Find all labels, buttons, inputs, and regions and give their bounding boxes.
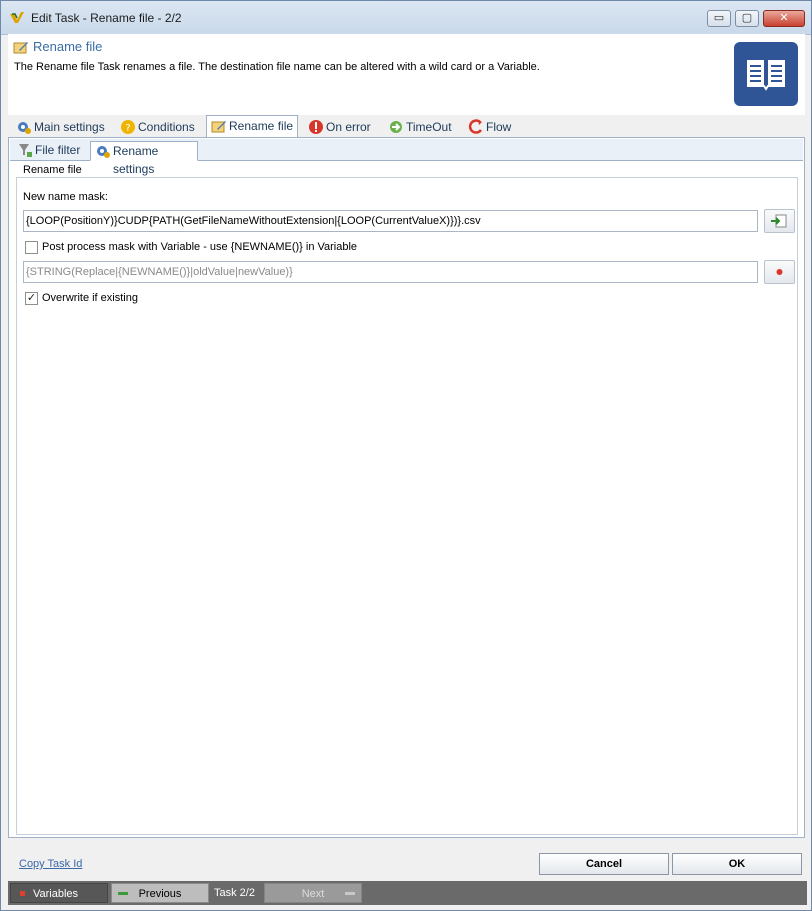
tab-rename-file[interactable]: [206, 115, 298, 138]
next-button[interactable]: [264, 883, 362, 903]
tab-conditions[interactable]: [116, 117, 204, 137]
next-label: Next: [301, 888, 325, 900]
svg-text:?: ?: [125, 123, 131, 134]
group-title: Rename file: [23, 164, 82, 176]
post-process-label: Post process mask with Variable - use {NEWNAME()} in Variable: [42, 241, 358, 253]
timeout-icon: [388, 119, 404, 135]
close-button[interactable]: [763, 10, 805, 27]
maximize-button[interactable]: [735, 10, 759, 27]
variables-red-dot-icon: [20, 891, 25, 896]
red-dot-icon: [765, 261, 794, 283]
overwrite-checkbox[interactable]: ✓: [26, 292, 37, 304]
title-bar: [1, 1, 811, 35]
question-icon: [120, 119, 136, 135]
tab-label: Conditions: [138, 120, 195, 134]
gear-icon: [16, 119, 32, 135]
close-icon: ✕: [779, 12, 789, 24]
tab-label: Flow: [486, 120, 512, 134]
window-title: Edit Task - Rename file - 2/2: [31, 11, 182, 25]
rename-pencil-icon: [13, 39, 29, 55]
minimize-button[interactable]: [707, 10, 731, 27]
previous-button[interactable]: [111, 883, 209, 903]
post-process-checkbox[interactable]: [25, 241, 38, 254]
pencil-icon: [211, 118, 227, 134]
variables-button[interactable]: [10, 883, 108, 903]
tab-label: Rename file: [229, 119, 294, 133]
new-name-mask-input[interactable]: {LOOP(PositionY)}CUDP{PATH(GetFileNameWithoutExtension|{LOOP(CurrentValueX)})}.csv: [23, 210, 758, 232]
minimize-icon: ▭: [713, 12, 725, 24]
post-process-variable-input[interactable]: {STRING(Replace|{NEWNAME()}|oldValue|newValue)}: [23, 261, 758, 283]
insert-variable-button[interactable]: [764, 209, 795, 233]
tab-on-error[interactable]: [304, 117, 378, 137]
task-header: [8, 34, 805, 115]
flow-icon: [468, 119, 484, 135]
tab-main-settings[interactable]: [12, 117, 114, 137]
book-icon: [734, 42, 798, 106]
tab-content: [8, 137, 805, 838]
new-name-mask-label: New name mask:: [23, 191, 108, 203]
main-tabs: [8, 115, 805, 137]
error-icon: [308, 119, 324, 135]
settings-icon: [95, 143, 111, 159]
next-arrow-icon: [345, 892, 355, 895]
copy-task-id-link[interactable]: Copy Task Id: [19, 858, 83, 870]
cancel-button[interactable]: Cancel: [539, 853, 669, 875]
app-logo-icon: [9, 10, 25, 26]
previous-label: Previous: [138, 888, 182, 900]
task-navigation-bar: [8, 881, 807, 905]
subtab-label: File filter: [35, 143, 81, 157]
task-title: Rename file: [33, 39, 103, 54]
tab-label: On error: [326, 120, 371, 134]
overwrite-label: Overwrite if existing: [42, 292, 138, 304]
tab-timeout[interactable]: [384, 117, 462, 137]
maximize-icon: ▢: [741, 12, 753, 24]
insert-arrow-icon: [765, 210, 794, 232]
subtab-rename-settings[interactable]: [90, 141, 198, 176]
tab-label: Main settings: [34, 120, 105, 134]
tab-label: TimeOut: [406, 120, 452, 134]
task-position: Task 2/2: [214, 887, 255, 899]
ok-button[interactable]: OK: [672, 853, 802, 875]
variables-label: Variables: [33, 888, 79, 900]
tab-flow[interactable]: [464, 117, 524, 137]
post-process-variable-button[interactable]: [764, 260, 795, 284]
task-description: The Rename file Task renames a file. The destination file name can be altered with a wild card or a Variable.: [14, 61, 540, 73]
subtab-file-filter[interactable]: [13, 141, 85, 160]
subtab-label: Rename settings: [113, 144, 159, 176]
previous-arrow-icon: [118, 892, 128, 895]
filter-icon: [17, 142, 33, 158]
